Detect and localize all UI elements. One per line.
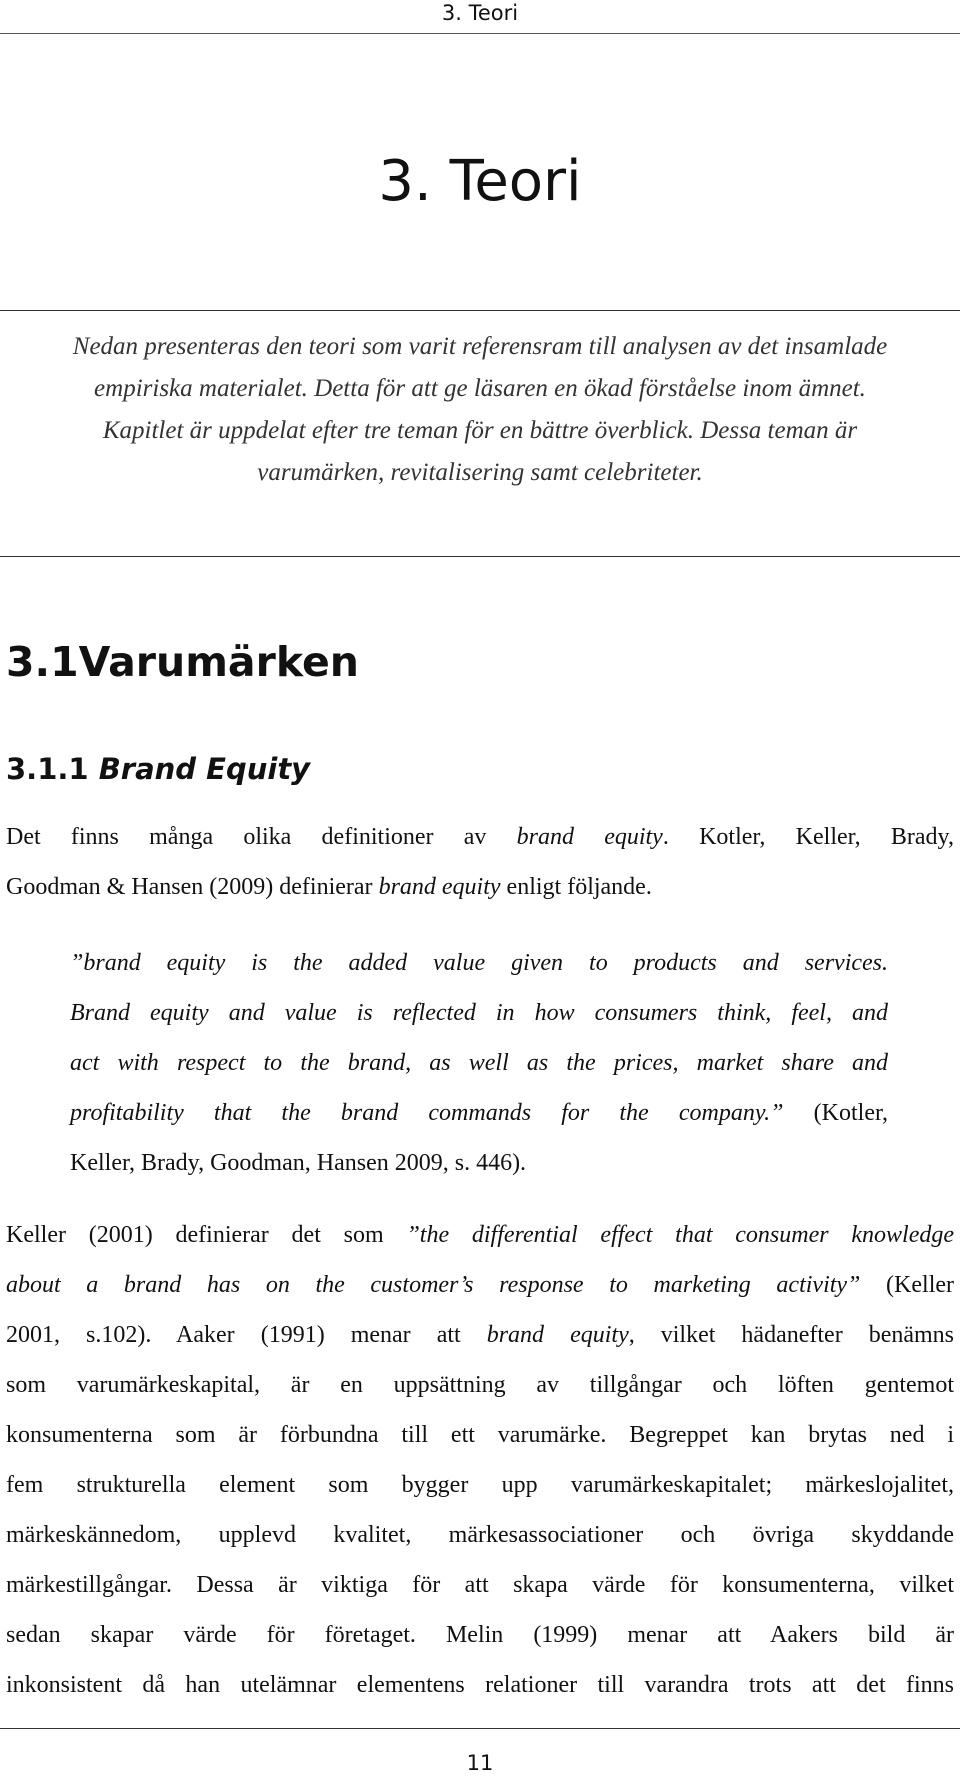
running-header: [0, 0, 960, 34]
intro-line: varumärken, revitalisering samt celebriteter.: [257, 459, 703, 486]
paragraph-line: konsumenterna som är förbundna till ett varumärke. Begreppet kan brytas ned i: [6, 1422, 954, 1448]
intro-line: empiriska materialet. Detta för att ge läsaren en ökad förståelse inom ämnet.: [94, 375, 866, 402]
paragraph-line: märkestillgångar. Dessa är viktiga för att skapa värde för konsumenterna, vilket: [6, 1572, 954, 1598]
subsection-heading: [6, 750, 310, 788]
paragraph-line: som varumärkeskapital, är en uppsättning av tillgångar och löften gentemot: [6, 1372, 954, 1398]
paragraph-line: Goodman & Hansen (2009) definierar brand equity enligt följande.: [6, 874, 652, 900]
paragraph-line: Det finns många olika definitioner av brand equity. Kotler, Keller, Brady,: [6, 824, 954, 850]
quote-line: ”brand equity is the added value given to products and services.: [70, 950, 888, 976]
paragraph-line: sedan skapar värde för företaget. Melin (1999) menar att Aakers bild är: [6, 1622, 954, 1648]
section-number: 3.1: [6, 638, 79, 686]
running-header-title: 3. Teori: [441, 1, 519, 25]
paragraph-line: fem strukturella element som bygger upp varumärkeskapitalet; märkeslojalitet,: [6, 1472, 954, 1498]
section-title: Varumärken: [78, 638, 359, 686]
paragraph-line: about a brand has on the customer’s response to marketing activity” (Keller: [6, 1272, 955, 1298]
intro-line: Nedan presenteras den teori som varit referensram till analysen av det insamlade: [72, 333, 888, 360]
quote-line: profitability that the brand commands for the company.” (Kotler,: [70, 1100, 888, 1126]
chapter-title: 3. Teori: [378, 149, 582, 214]
subsection-title: Brand Equity: [98, 752, 311, 786]
intro-top-rule: [0, 310, 960, 311]
quote-line: Brand equity and value is reflected in how consumers think, feel, and: [70, 1000, 888, 1026]
page-number: 11: [466, 1751, 494, 1775]
chapter-intro: [0, 326, 960, 494]
subsection-number: 3.1.1: [6, 752, 89, 786]
quote-line: act with respect to the brand, as well as the prices, market share and: [70, 1050, 888, 1076]
footer-rule: [0, 1728, 960, 1729]
section-heading: [6, 634, 359, 690]
quote-citation: Keller, Brady, Goodman, Hansen 2009, s. 446).: [70, 1150, 527, 1176]
intro-bottom-rule: [0, 556, 960, 557]
intro-line: Kapitlet är uppdelat efter tre teman för en bättre överblick. Dessa teman är: [102, 417, 858, 444]
paragraph-line: märkeskännedom, upplevd kvalitet, märkesassociationer och övriga skyddande: [6, 1522, 954, 1548]
paragraph-line: 2001, s.102). Aaker (1991) menar att brand equity, vilket hädanefter benämns: [6, 1322, 955, 1348]
paragraph-line: inkonsistent då han utelämnar elementens relationer till varandra trots att det finns: [6, 1672, 954, 1698]
paragraph-line: Keller (2001) definierar det som ”the differential effect that consumer knowledge: [6, 1222, 954, 1248]
